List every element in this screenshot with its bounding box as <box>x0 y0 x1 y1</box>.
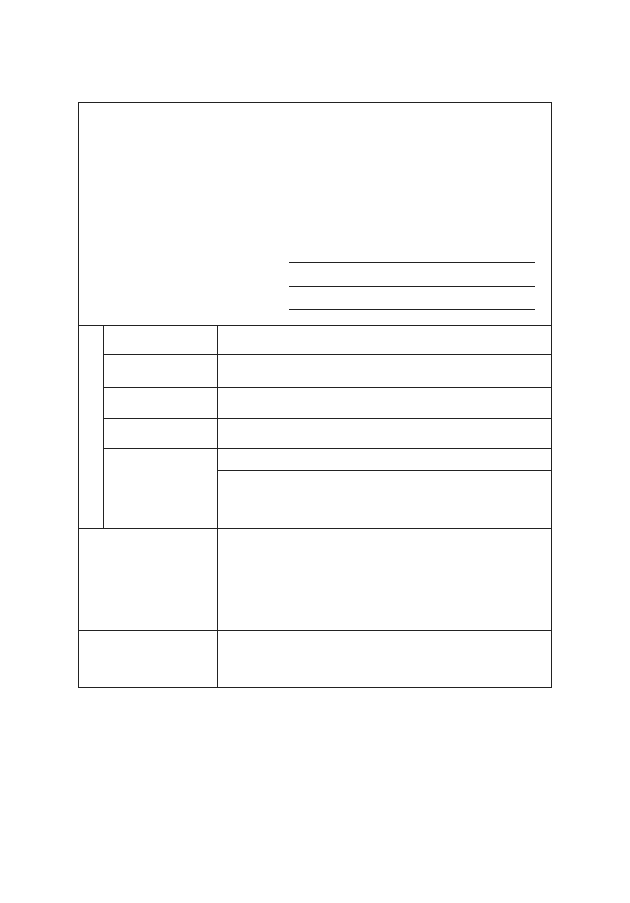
section-bottom-border <box>78 528 552 529</box>
section-label-divider <box>103 325 104 528</box>
row-border-4 <box>103 448 552 449</box>
license-row-divider <box>218 470 552 471</box>
address-line[interactable] <box>289 262 535 263</box>
section-top-border <box>78 325 552 326</box>
name-line[interactable] <box>289 286 535 287</box>
form-frame <box>78 102 552 688</box>
row-border-1 <box>103 354 552 355</box>
row-border-2 <box>103 387 552 388</box>
label-column-divider <box>217 325 218 688</box>
phone-line[interactable] <box>289 309 535 310</box>
row-border-3 <box>103 418 552 419</box>
reason-bottom-border <box>78 630 552 631</box>
